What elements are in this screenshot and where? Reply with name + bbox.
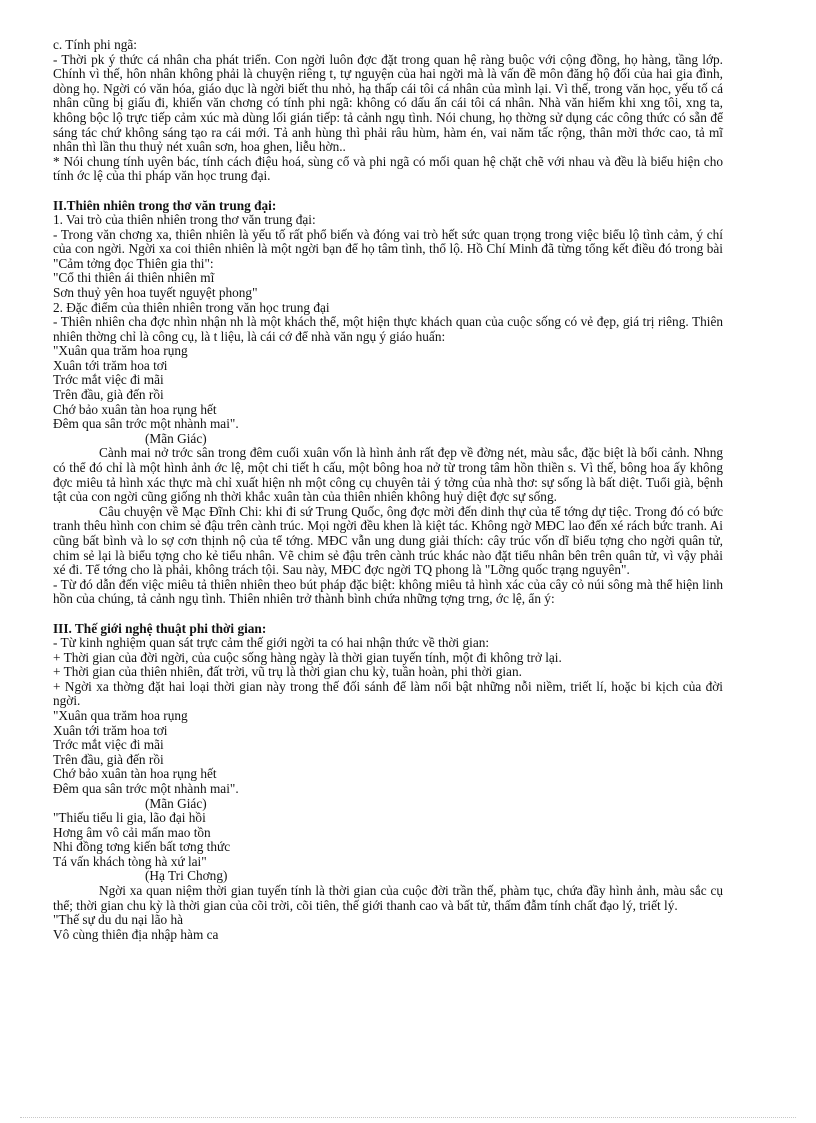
- poem-line: "Xuân qua trăm hoa rụng: [53, 707, 188, 723]
- page-bottom-divider: [20, 1117, 796, 1118]
- paragraph: + Thời gian của đời ngời, của cuộc sống hàng ngày là thời gian tuyến tính, một đi không trở lại.: [53, 649, 562, 665]
- poem-line: Vô cùng thiên địa nhập hàm ca: [53, 926, 219, 942]
- poem-line: Trên đầu, già đến rồi: [53, 751, 164, 767]
- paragraph: Cành mai nở trớc sân trong đêm cuối xuân vốn là hình ảnh rất đẹp về đờng nét, màu sắc, đặc biệt là bối cảnh. Nhng có thể đó chỉ là một hình ảnh ớc lệ, một chi tiết h cấu, một bông hoa nở từ trong tâm hồn thiền s. Vì thế, bông hoa ấy không đợc miêu tả hình xác thực mà chỉ xuất hiện nh một công cụ chuyên tải ý tởng của nhà thơ: sự sống là bất diệt. Tuổi già, bệnh tật của con ngời cũng giống nh thời khắc xuân tàn của thiên nhiên không huỷ diệt đợc sự sống.: [53, 445, 723, 505]
- section-heading: II.Thiên nhiên trong thơ văn trung đại:: [53, 197, 277, 213]
- paragraph: + Ngời xa thờng đặt hai loại thời gian này trong thế đối sánh để làm nổi bật những nỗi niềm, triết lí, hoặc bi kịch của đời ngời.: [53, 678, 723, 709]
- section-c-heading: c. Tính phi ngã:: [53, 37, 137, 52]
- poem-line: Chớ bảo xuân tàn hoa rụng hết: [53, 766, 217, 782]
- spacer: [53, 607, 723, 621]
- paragraph: Câu chuyện về Mạc Đĩnh Chi: khi đi sứ Trung Quốc, ông đợc mời đến dinh thự của tể tớng dự tiệc. Trong đó có bức tranh thêu hình con chim sẻ đậu trên cành trúc. Mọi ngời đều khen là kiệt tác. Không ngờ MĐC lao đến xé rách bức tranh. Ai cũng bất bình và lo sợ cơn thịnh nộ của tể tớng. MĐC vẫn ung dung giải thích: cây trúc vốn dĩ biểu tợng cho ngời quân tử, chim sẻ lại là biểu tợng cho kẻ tiểu nhân. Vẽ chim sẻ đậu trên cành trúc khác nào đặt tiểu nhân bên trên quân tử, vì vậy phải xé đi. Tể tớng cho là phải, không trách tội. Sau này, MĐC đợc ngời TQ phong là "Lỡng quốc trạng nguyên".: [53, 503, 723, 578]
- poem-line: Tá vấn khách tòng hà xứ lai": [53, 853, 207, 869]
- poem-author: (Mãn Giác): [145, 795, 207, 811]
- paragraph: + Thời gian của thiên nhiên, đất trời, vũ trụ là thời gian chu kỳ, tuần hoàn, phi thời gian.: [53, 664, 522, 680]
- poem-author: (Mãn Giác): [145, 430, 207, 446]
- poem-line: Đêm qua sân trớc một nhành mai".: [53, 416, 239, 432]
- poem-author: (Hạ Tri Chơng): [145, 868, 228, 884]
- paragraph: Ngời xa quan niệm thời gian tuyến tính là thời gian của cuộc đời trần thế, phàm tục, chứa đầy hình ảnh, màu sắc cụ thể; thời gian chu kỳ là thời gian của cõi trời, cõi tiên, thế giới thanh cao và bất tử, thấm đẫm tính chất đạo lý, triết lý.: [53, 883, 723, 913]
- paragraph: - Trong văn chơng xa, thiên nhiên là yếu tố rất phổ biến và đóng vai trò hết sức quan trọng trong việc biểu lộ tình cảm, ý chí của con ngời. Ngời xa coi thiên nhiên là một ngời bạn để họ tâm tình, thổ lộ. Hồ Chí Minh đã từng tổng kết điều đó trong bài "Cảm tởng đọc Thiên gia thi":: [53, 226, 723, 271]
- poem-line: "Thiếu tiểu li gia, lão đại hồi: [53, 810, 206, 826]
- spacer: [53, 184, 723, 198]
- section-heading: III. Thế giới nghệ thuật phi thời gian:: [53, 620, 267, 636]
- paragraph: - Thiên nhiên cha đợc nhìn nhận nh là một khách thể, một hiện thực khách quan của cuộc sống có vẻ đẹp, giá trị riêng. Thiên nhiên thờng chỉ là công cụ, là t liệu, là cái cớ để nhà văn ngụ ý giáo huấn:: [53, 314, 723, 344]
- poem-line: "Thế sự du du nại lão hà: [53, 912, 184, 928]
- poem-line: Trớc mắt việc đi mãi: [53, 737, 164, 753]
- quote-line: Sơn thuỷ yên hoa tuyết nguyệt phong": [53, 284, 258, 300]
- poem-line: Đêm qua sân trớc một nhành mai".: [53, 780, 239, 796]
- quote-line: "Cổ thi thiên ái thiên nhiên mĩ: [53, 270, 215, 286]
- paragraph: - Thời pk ý thức cá nhân cha phát triển. Con ngời luôn đợc đặt trong quan hệ ràng buộc với cộng đồng, họ hàng, tầng lớp. Chính vì thế, hôn nhân không phải là chuyện riêng t, tự nguyện của hai ngời mà là vấn đề môn đăng hộ đối của hai gia đình, dòng họ. Ngời có văn hóa, giáo dục là ngời biết thu nhỏ, hạ thấp cái tôi cá nhân của mình lại. Vì thế, trong văn học, yếu tố cá nhân cũng bị giấu đi, khiến văn chơng có tính phi ngã: không có dấu ấn cái tôi cá nhân. Nhà văn hiếm khi xng tôi, xng ta, không bộc lộ trực tiếp cảm xúc mà dùng lối gián tiếp: tả cảnh ngụ tình. Nói chung, họ thờng sử dụng các công thức có sẵn để sáng tác chứ không sáng tạo ra cái mới. Tả anh hùng thì phải râu hùm, hàm én, vai năm tấc rộng, thân mời thớc cao, tả mĩ nhân thì lần thu thuỷ nét xuân sơn, hoa ghen, liễu hờn..: [53, 51, 723, 155]
- poem-line: Xuân tới trăm hoa tơi: [53, 722, 168, 738]
- poem-line: Xuân tới trăm hoa tơi: [53, 357, 168, 373]
- poem-line: Trớc mắt việc đi mãi: [53, 372, 164, 388]
- paragraph: - Từ kinh nghiệm quan sát trực cảm thế giới ngời ta có hai nhận thức về thời gian:: [53, 634, 490, 650]
- poem-line: Trên đầu, già đến rồi: [53, 387, 164, 403]
- poem-line: Hơng âm vô cải mấn mao tồn: [53, 824, 211, 840]
- poem-line: Chớ bảo xuân tàn hoa rụng hết: [53, 401, 217, 417]
- paragraph: * Nói chung tính uyên bác, tính cách điệu hoá, sùng cổ và phi ngã có mối quan hệ chặt chẽ với nhau và đều là biểu hiện cho tính ớc lệ của thi pháp văn học trung đại.: [53, 153, 723, 184]
- subheading: 1. Vai trò của thiên nhiên trong thơ văn trung đại:: [53, 211, 316, 227]
- paragraph: - Từ đó dẫn đến việc miêu tả thiên nhiên theo bút pháp đặc biệt: không miêu tả hình xác của cây cỏ núi sông mà thể hiện linh hồn của chúng, tả cảnh ngụ tình. Thiên nhiên trở thành bình chứa những tợng trng, ớc lệ, ẩn ý:: [53, 576, 723, 607]
- poem-line: Nhi đồng tơng kiến bất tơng thức: [53, 839, 231, 855]
- document-page: [53, 38, 723, 942]
- subheading: 2. Đặc điểm của thiên nhiên trong văn học trung đại: [53, 299, 330, 315]
- poem-line: "Xuân qua trăm hoa rụng: [53, 343, 188, 359]
